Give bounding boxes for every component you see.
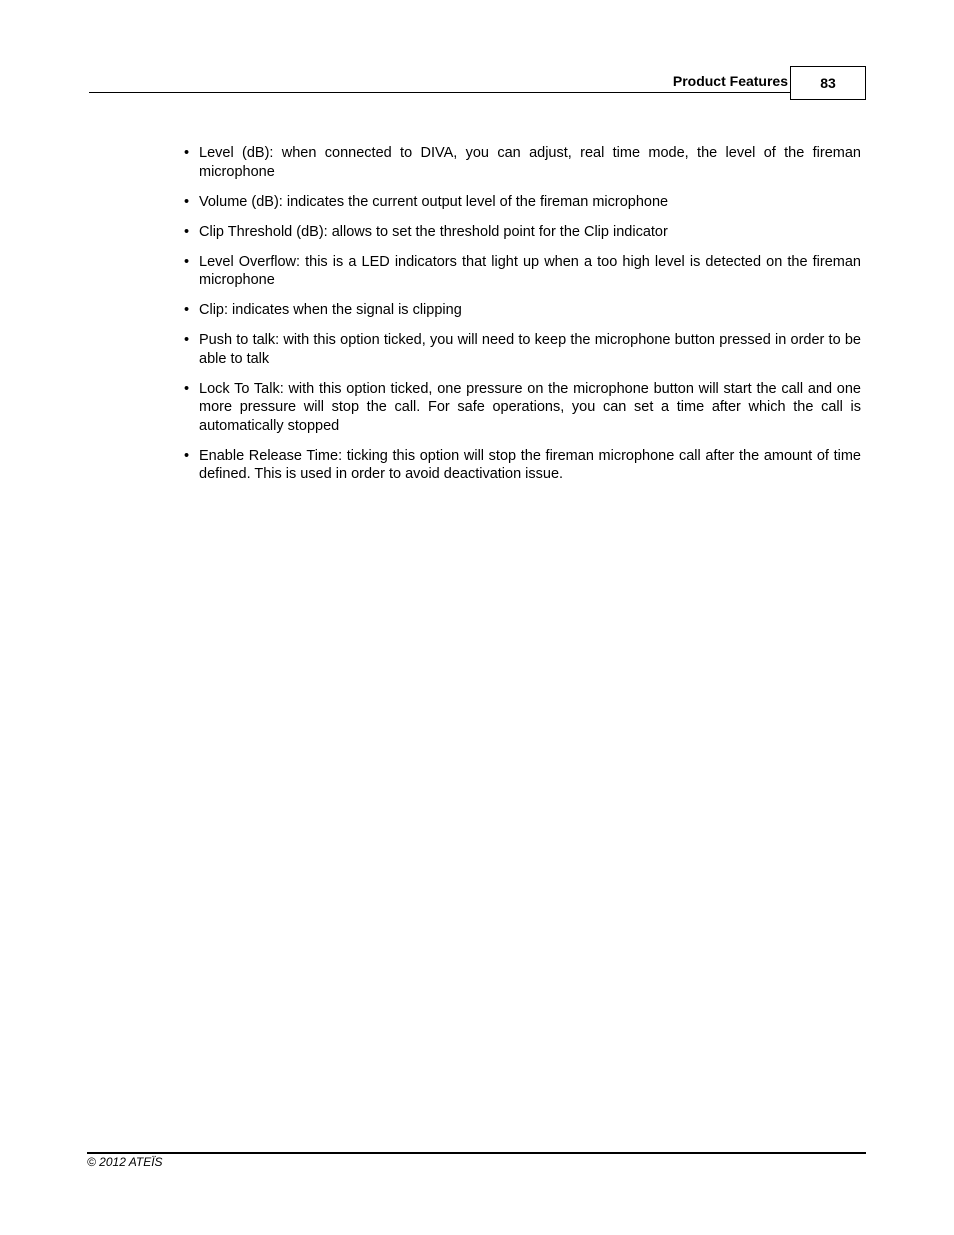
bullet-icon: • xyxy=(184,380,190,397)
list-item xyxy=(184,301,861,320)
footer-copyright: © 2012 ATEÏS xyxy=(87,1155,163,1169)
list-item xyxy=(184,331,861,368)
list-item xyxy=(184,193,861,212)
list-item-text: Lock To Talk: with this option ticked, one pressure on the microphone button will start the call and one more pressure will stop the call. For safe operations, you can set a time after which the call is automatically stopped xyxy=(199,380,861,434)
list-item-text: Push to talk: with this option ticked, you will need to keep the microphone button pressed in order to be able to talk xyxy=(199,332,861,367)
list-item xyxy=(184,223,861,242)
bullet-icon: • xyxy=(184,447,190,464)
feature-list xyxy=(184,144,861,484)
bullet-icon: • xyxy=(184,223,190,240)
list-item-text: Level (dB): when connected to DIVA, you can adjust, real time mode, the level of the fireman microphone xyxy=(199,145,861,180)
list-item xyxy=(184,380,861,436)
list-item xyxy=(184,253,861,290)
bullet-icon: • xyxy=(184,253,190,270)
main-content xyxy=(184,144,861,495)
list-item-text: Clip: indicates when the signal is clipping xyxy=(199,302,462,318)
bullet-icon: • xyxy=(184,145,190,161)
bullet-icon: • xyxy=(184,193,190,210)
section-title: Product Features xyxy=(672,73,788,89)
list-item-text: Volume (dB): indicates the current output level of the fireman microphone xyxy=(199,193,669,210)
list-item xyxy=(184,447,861,484)
header-rule xyxy=(89,92,790,93)
bullet-icon: • xyxy=(184,332,190,348)
page-number: 83 xyxy=(790,66,866,100)
list-item-text: Clip Threshold (dB): allows to set the threshold point for the Clip indicator xyxy=(199,223,668,240)
footer-rule xyxy=(87,1152,866,1154)
list-item-text: Enable Release Time: ticking this option will stop the fireman microphone call after the amount of time defined. This is used in order to avoid deactivation issue. xyxy=(199,447,861,482)
list-item xyxy=(184,144,861,181)
bullet-icon: • xyxy=(184,302,190,318)
list-item-text: Level Overflow: this is a LED indicators that light up when a too high level is detected on the fireman microphone xyxy=(199,253,861,288)
